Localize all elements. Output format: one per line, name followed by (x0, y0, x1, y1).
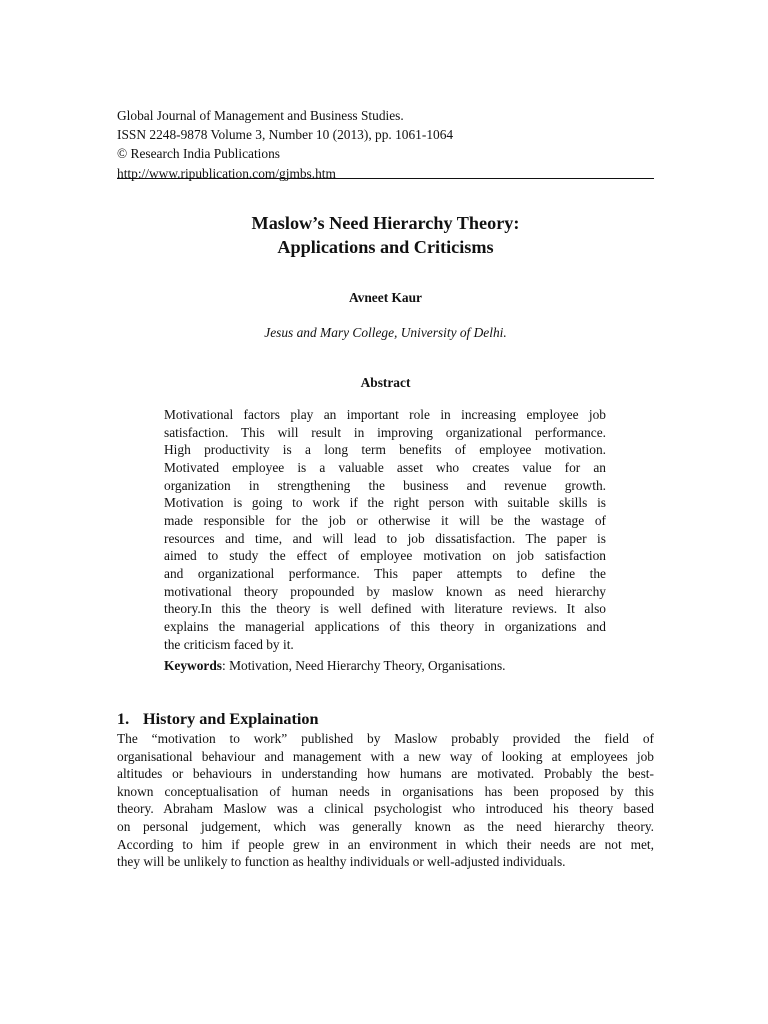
header-divider (117, 178, 654, 179)
body-line: altitudes or behaviours in understanding how humans are motivated. Probably the best- (117, 766, 654, 782)
body-line: on personal judgement, which was generally known as the need hierarchy theory. (117, 818, 654, 834)
journal-issn: ISSN 2248-9878 Volume 3, Number 10 (2013), pp. 1061-1064 (117, 127, 454, 143)
keywords (164, 657, 606, 675)
journal-publisher: © Research India Publications (117, 146, 281, 162)
abstract-line: resources and time, and will lead to job dissatisfaction. The paper is (164, 530, 606, 546)
journal-url: http://www.ripublication.com/gjmbs.htm (117, 165, 336, 181)
author-name: Avneet Kaur (348, 290, 422, 305)
abstract-body (164, 406, 606, 653)
abstract-line: made responsible for the job or otherwise it will be the wastage of (164, 512, 606, 528)
abstract-heading: Abstract (360, 375, 411, 390)
journal-name: Global Journal of Management and Business Studies. (117, 108, 404, 123)
abstract-line: theory.In this the theory is well defined with literature reviews. It also (164, 601, 606, 617)
abstract-line: aimed to study the effect of employee motivation on job satisfaction (164, 548, 606, 564)
abstract-line: the criticism faced by it. (164, 636, 294, 652)
body-line: they will be unlikely to function as healthy individuals or well-adjusted individuals. (117, 854, 566, 870)
abstract-line: Motivated employee is a valuable asset who creates value for an (164, 459, 606, 475)
body-line: organisational behaviour and management with a new way of looking at employees job (117, 748, 654, 764)
author-affiliation: Jesus and Mary College, University of Delhi. (264, 325, 507, 340)
abstract-line: motivational theory propounded by maslow known as need hierarchy (164, 583, 606, 599)
journal-header (117, 106, 654, 183)
abstract-line: Motivation is going to work if the right person with suitable skills is (164, 495, 606, 511)
section-body (117, 730, 654, 871)
keywords-text: : Motivation, Need Hierarchy Theory, Organisations. (222, 658, 506, 673)
abstract-line: explains the managerial applications of this theory in organizations and (164, 618, 606, 634)
body-line: According to him if people grew in an environment in which their needs are not met, (117, 836, 654, 852)
abstract-line: Motivational factors play an important role in increasing employee job (164, 407, 606, 422)
body-line: The “motivation to work” published by Maslow probably provided the field of (117, 731, 654, 746)
paper-title (117, 211, 654, 259)
body-line: theory. Abraham Maslow was a clinical psychologist who introduced his theory based (117, 801, 654, 817)
section-number: 1. (117, 710, 130, 728)
paper-title-line-2: Applications and Criticisms (277, 237, 494, 257)
section-title: History and Explaination (143, 710, 319, 728)
paper-title-line-1: Maslow’s Need Hierarchy Theory: (251, 213, 520, 233)
keywords-label: Keywords (164, 658, 223, 673)
abstract-line: High productivity is a long term benefits of employee motivation. (164, 442, 606, 458)
abstract-line: organization in strengthening the business and revenue growth. (164, 477, 606, 493)
section-heading (117, 709, 654, 729)
abstract-line: and organizational performance. This paper attempts to define the (164, 565, 606, 581)
abstract-line: satisfaction. This will result in improving organizational performance. (164, 424, 606, 440)
body-line: known conceptualisation of human needs in organisations has been proposed by this (117, 783, 654, 799)
